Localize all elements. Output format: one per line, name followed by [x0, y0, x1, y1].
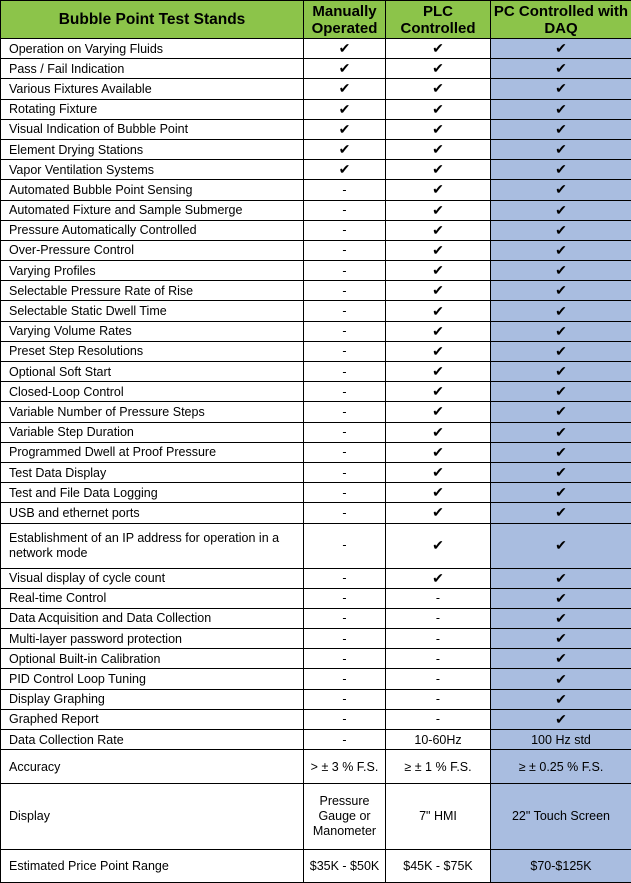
feature-cell: Preset Step Resolutions: [1, 341, 304, 361]
manual-cell: -: [304, 462, 386, 482]
pc-daq-cell: $70-$125K: [491, 850, 631, 883]
feature-cell: Data Acquisition and Data Collection: [1, 608, 304, 628]
checkmark-icon: ✔: [386, 180, 491, 200]
checkmark-icon: ✔: [386, 79, 491, 99]
feature-cell: Programmed Dwell at Proof Pressure: [1, 442, 304, 462]
feature-cell: Establishment of an IP address for operation in a network mode: [1, 523, 304, 568]
checkmark-icon: ✔: [386, 139, 491, 159]
manual-cell: -: [304, 709, 386, 729]
checkmark-icon: ✔: [386, 160, 491, 180]
manual-cell: -: [304, 422, 386, 442]
feature-cell: Display: [1, 784, 304, 850]
pc-daq-cell: 22" Touch Screen: [491, 784, 631, 850]
checkmark-icon: ✔: [491, 483, 631, 503]
checkmark-icon: ✔: [386, 220, 491, 240]
table-row: [1, 382, 631, 402]
table-row: [1, 629, 631, 649]
checkmark-icon: ✔: [304, 119, 386, 139]
manual-cell: -: [304, 669, 386, 689]
feature-cell: Variable Number of Pressure Steps: [1, 402, 304, 422]
feature-cell: Optional Soft Start: [1, 362, 304, 382]
table-row: [1, 730, 631, 750]
checkmark-icon: ✔: [304, 39, 386, 59]
checkmark-icon: ✔: [491, 362, 631, 382]
checkmark-icon: ✔: [491, 709, 631, 729]
feature-cell: Visual Indication of Bubble Point: [1, 119, 304, 139]
table-row: [1, 568, 631, 588]
manual-cell: -: [304, 608, 386, 628]
checkmark-icon: ✔: [491, 588, 631, 608]
plc-cell: 7" HMI: [386, 784, 491, 850]
feature-cell: Data Collection Rate: [1, 730, 304, 750]
checkmark-icon: ✔: [304, 139, 386, 159]
checkmark-icon: ✔: [386, 321, 491, 341]
checkmark-icon: ✔: [386, 240, 491, 260]
feature-cell: Test and File Data Logging: [1, 483, 304, 503]
checkmark-icon: ✔: [491, 462, 631, 482]
manual-cell: -: [304, 689, 386, 709]
manual-cell: -: [304, 503, 386, 523]
checkmark-icon: ✔: [491, 341, 631, 361]
checkmark-icon: ✔: [491, 402, 631, 422]
table-row: [1, 59, 631, 79]
checkmark-icon: ✔: [386, 362, 491, 382]
checkmark-icon: ✔: [386, 281, 491, 301]
table-row: [1, 240, 631, 260]
table-row: [1, 709, 631, 729]
checkmark-icon: ✔: [491, 382, 631, 402]
manual-cell: -: [304, 240, 386, 260]
checkmark-icon: ✔: [491, 649, 631, 669]
table-row: [1, 669, 631, 689]
feature-cell: Multi-layer password protection: [1, 629, 304, 649]
feature-cell: Rotating Fixture: [1, 99, 304, 119]
table-row: [1, 462, 631, 482]
checkmark-icon: ✔: [491, 180, 631, 200]
feature-cell: Selectable Pressure Rate of Rise: [1, 281, 304, 301]
checkmark-icon: ✔: [386, 119, 491, 139]
table-row: [1, 608, 631, 628]
checkmark-icon: ✔: [491, 442, 631, 462]
checkmark-icon: ✔: [491, 281, 631, 301]
manual-cell: -: [304, 523, 386, 568]
table-row: [1, 588, 631, 608]
header-plc: PLC Controlled: [386, 1, 491, 39]
feature-cell: Over-Pressure Control: [1, 240, 304, 260]
checkmark-icon: ✔: [386, 301, 491, 321]
table-row: [1, 79, 631, 99]
manual-cell: -: [304, 281, 386, 301]
manual-cell: -: [304, 568, 386, 588]
manual-cell: > ± 3 % F.S.: [304, 750, 386, 784]
pc-daq-cell: 100 Hz std: [491, 730, 631, 750]
checkmark-icon: ✔: [491, 503, 631, 523]
table-row: [1, 180, 631, 200]
checkmark-icon: ✔: [491, 59, 631, 79]
feature-cell: Selectable Static Dwell Time: [1, 301, 304, 321]
manual-cell: -: [304, 180, 386, 200]
checkmark-icon: ✔: [304, 99, 386, 119]
plc-cell: -: [386, 649, 491, 669]
feature-cell: Estimated Price Point Range: [1, 850, 304, 883]
checkmark-icon: ✔: [386, 568, 491, 588]
plc-cell: -: [386, 608, 491, 628]
checkmark-icon: ✔: [491, 608, 631, 628]
feature-cell: Pressure Automatically Controlled: [1, 220, 304, 240]
feature-cell: PID Control Loop Tuning: [1, 669, 304, 689]
header-row: [1, 1, 631, 39]
checkmark-icon: ✔: [304, 79, 386, 99]
checkmark-icon: ✔: [491, 99, 631, 119]
manual-cell: -: [304, 730, 386, 750]
manual-cell: -: [304, 382, 386, 402]
manual-cell: -: [304, 483, 386, 503]
manual-cell: Pressure Gauge or Manometer: [304, 784, 386, 850]
feature-cell: Automated Fixture and Sample Submerge: [1, 200, 304, 220]
table-row: [1, 850, 631, 883]
plc-cell: -: [386, 588, 491, 608]
plc-cell: -: [386, 669, 491, 689]
checkmark-icon: ✔: [386, 503, 491, 523]
table-row: [1, 39, 631, 59]
table-row: [1, 281, 631, 301]
manual-cell: -: [304, 200, 386, 220]
feature-cell: Varying Volume Rates: [1, 321, 304, 341]
table-row: [1, 442, 631, 462]
table-row: [1, 483, 631, 503]
manual-cell: -: [304, 649, 386, 669]
manual-cell: -: [304, 362, 386, 382]
checkmark-icon: ✔: [491, 422, 631, 442]
table-row: [1, 341, 631, 361]
plc-cell: -: [386, 709, 491, 729]
checkmark-icon: ✔: [491, 39, 631, 59]
feature-cell: Accuracy: [1, 750, 304, 784]
checkmark-icon: ✔: [491, 261, 631, 281]
checkmark-icon: ✔: [491, 160, 631, 180]
checkmark-icon: ✔: [491, 119, 631, 139]
checkmark-icon: ✔: [386, 200, 491, 220]
header-manual: Manually Operated: [304, 1, 386, 39]
header-pc-daq: PC Controlled with DAQ: [491, 1, 631, 39]
table-row: [1, 362, 631, 382]
plc-cell: -: [386, 629, 491, 649]
checkmark-icon: ✔: [491, 629, 631, 649]
manual-cell: -: [304, 629, 386, 649]
checkmark-icon: ✔: [491, 200, 631, 220]
table-row: [1, 649, 631, 669]
feature-cell: USB and ethernet ports: [1, 503, 304, 523]
table-row: [1, 321, 631, 341]
checkmark-icon: ✔: [491, 689, 631, 709]
checkmark-icon: ✔: [386, 442, 491, 462]
table-row: [1, 689, 631, 709]
checkmark-icon: ✔: [304, 160, 386, 180]
checkmark-icon: ✔: [386, 99, 491, 119]
checkmark-icon: ✔: [491, 523, 631, 568]
manual-cell: -: [304, 341, 386, 361]
manual-cell: -: [304, 588, 386, 608]
checkmark-icon: ✔: [386, 402, 491, 422]
manual-cell: -: [304, 301, 386, 321]
plc-cell: -: [386, 689, 491, 709]
feature-cell: Display Graphing: [1, 689, 304, 709]
plc-cell: $45K - $75K: [386, 850, 491, 883]
checkmark-icon: ✔: [304, 59, 386, 79]
checkmark-icon: ✔: [491, 321, 631, 341]
checkmark-icon: ✔: [491, 240, 631, 260]
pc-daq-cell: ≥ ± 0.25 % F.S.: [491, 750, 631, 784]
table-row: [1, 750, 631, 784]
table-row: [1, 119, 631, 139]
feature-cell: Visual display of cycle count: [1, 568, 304, 588]
manual-cell: -: [304, 261, 386, 281]
feature-cell: Variable Step Duration: [1, 422, 304, 442]
feature-cell: Varying Profiles: [1, 261, 304, 281]
table-row: [1, 301, 631, 321]
feature-cell: Pass / Fail Indication: [1, 59, 304, 79]
manual-cell: -: [304, 321, 386, 341]
table-row: [1, 160, 631, 180]
feature-cell: Various Fixtures Available: [1, 79, 304, 99]
checkmark-icon: ✔: [386, 39, 491, 59]
plc-cell: 10-60Hz: [386, 730, 491, 750]
table-row: [1, 200, 631, 220]
plc-cell: ≥ ± 1 % F.S.: [386, 750, 491, 784]
checkmark-icon: ✔: [386, 341, 491, 361]
manual-cell: -: [304, 220, 386, 240]
checkmark-icon: ✔: [491, 301, 631, 321]
table-row: [1, 784, 631, 850]
manual-cell: -: [304, 442, 386, 462]
table-row: [1, 261, 631, 281]
checkmark-icon: ✔: [386, 483, 491, 503]
checkmark-icon: ✔: [386, 59, 491, 79]
table-row: [1, 139, 631, 159]
checkmark-icon: ✔: [491, 220, 631, 240]
table-row: [1, 402, 631, 422]
header-feature: Bubble Point Test Stands: [1, 1, 304, 39]
checkmark-icon: ✔: [386, 422, 491, 442]
checkmark-icon: ✔: [491, 79, 631, 99]
feature-cell: Automated Bubble Point Sensing: [1, 180, 304, 200]
table-row: [1, 503, 631, 523]
checkmark-icon: ✔: [491, 568, 631, 588]
feature-cell: Optional Built-in Calibration: [1, 649, 304, 669]
checkmark-icon: ✔: [491, 669, 631, 689]
checkmark-icon: ✔: [386, 382, 491, 402]
feature-cell: Graphed Report: [1, 709, 304, 729]
feature-cell: Operation on Varying Fluids: [1, 39, 304, 59]
table-row: [1, 220, 631, 240]
table-row: [1, 422, 631, 442]
manual-cell: -: [304, 402, 386, 422]
table-row: [1, 99, 631, 119]
checkmark-icon: ✔: [386, 462, 491, 482]
checkmark-icon: ✔: [491, 139, 631, 159]
feature-cell: Element Drying Stations: [1, 139, 304, 159]
feature-cell: Closed-Loop Control: [1, 382, 304, 402]
feature-cell: Vapor Ventilation Systems: [1, 160, 304, 180]
checkmark-icon: ✔: [386, 523, 491, 568]
manual-cell: $35K - $50K: [304, 850, 386, 883]
feature-cell: Test Data Display: [1, 462, 304, 482]
feature-cell: Real-time Control: [1, 588, 304, 608]
table-row: [1, 523, 631, 568]
checkmark-icon: ✔: [386, 261, 491, 281]
